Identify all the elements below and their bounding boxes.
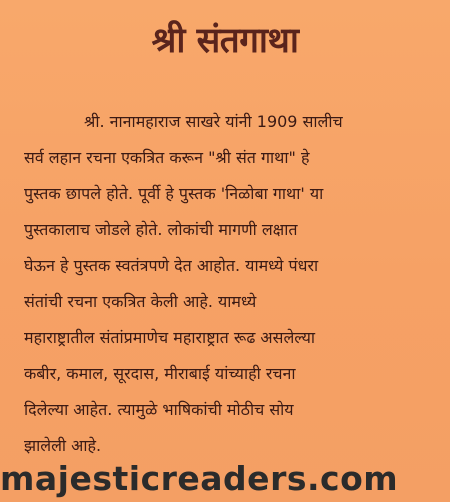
paragraph-line-7: महाराष्ट्रातील संतांप्रमाणेच महाराष्ट्रात रूढ असलेल्या — [24, 328, 316, 347]
paragraph-line-1: श्री. नानामहाराज साखरे यांनी 1909 सालीच — [84, 112, 343, 131]
paragraph-line-6: संतांची रचना एकत्रित केली आहे. यामध्ये — [24, 292, 257, 311]
paragraph-line-9: दिलेल्या आहेत. त्यामुळे भाषिकांची मोठीच सोय — [24, 400, 294, 419]
paragraph-line-2: सर्व लहान रचना एकत्रित करून "श्री संत गाथा" हे — [24, 148, 310, 167]
paragraph-line-10: झालेली आहे. — [24, 436, 102, 455]
website-watermark: majesticreaders.com — [0, 459, 399, 498]
paragraph-line-8: कबीर, कमाल, सूरदास, मीराबाई यांच्याही रचना — [24, 364, 296, 383]
paragraph-line-3: पुस्तक छापले होते. पूर्वी हे पुस्तक 'निळोबा गाथा' या — [24, 184, 324, 203]
paragraph-line-5: घेऊन हे पुस्तक स्वतंत्रपणे देत आहोत. यामध्ये पंधरा — [24, 256, 319, 275]
description-paragraph — [24, 104, 432, 464]
paragraph-line-4: पुस्तकालाच जोडले होते. लोकांची मागणी लक्षात — [24, 220, 298, 239]
page-title: श्री संतगाथा — [151, 21, 299, 61]
